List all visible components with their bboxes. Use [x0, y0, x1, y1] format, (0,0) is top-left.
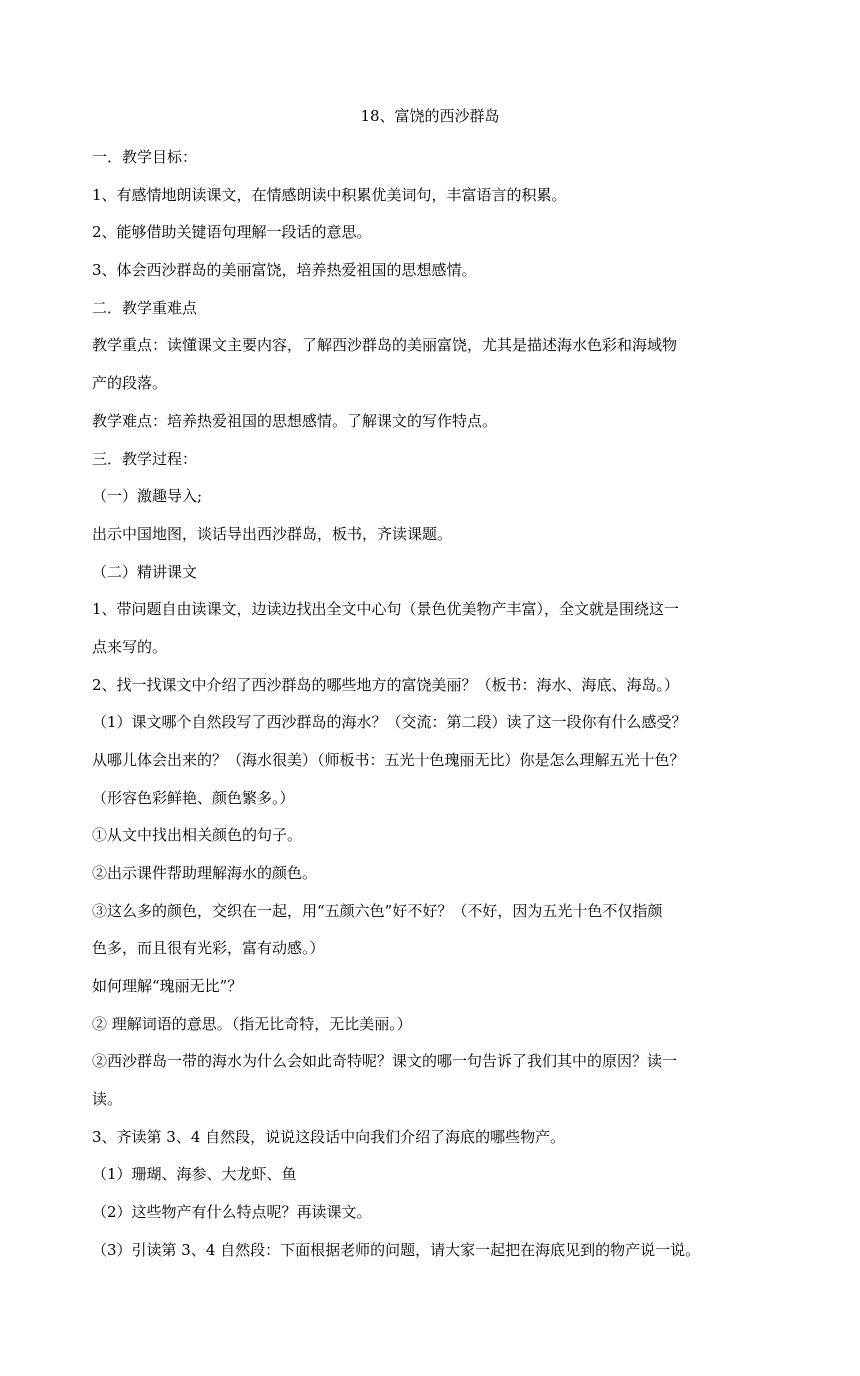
- paragraph-line: 出示中国地图，谈话导出西沙群岛，板书，齐读课题。: [92, 525, 453, 543]
- objective-1: 1、有感情地朗读课文，在情感朗读中积累优美词句，丰富语言的积累。: [92, 186, 567, 204]
- key-point-line-2: 产的段落。: [92, 374, 168, 392]
- paragraph-line: ② 理解词语的意思。（指无比奇特，无比美丽。）: [92, 1015, 412, 1033]
- difficult-point: 教学难点：培养热爱祖国的思想感情。了解课文的写作特点。: [92, 412, 498, 430]
- paragraph-line: （2）这些物产有什么特点呢？再读课文。: [92, 1203, 372, 1221]
- paragraph-line: 2、找一找课文中介绍了西沙群岛的哪些地方的富饶美丽？（板书：海水、海底、海岛。）: [92, 676, 680, 694]
- paragraph-line: （1）珊瑚、海参、大龙虾、鱼: [92, 1165, 297, 1183]
- paragraph-line: 如何理解“瑰丽无比”？: [92, 977, 243, 995]
- section-heading-process: 三．教学过程：: [92, 450, 198, 468]
- section-heading-objectives: 一．教学目标：: [92, 148, 198, 166]
- section-heading-key-points: 二．教学重难点: [92, 299, 198, 317]
- subsection-intro: （一）激趣导入;: [92, 487, 203, 505]
- paragraph-line: 3、齐读第 3、4 自然段，说说这段话中向我们介绍了海底的哪些物产。: [92, 1128, 566, 1146]
- objective-2: 2、能够借助关键语句理解一段话的意思。: [92, 223, 372, 241]
- paragraph-line: ①从文中找出相关颜色的句子。: [92, 826, 303, 844]
- paragraph-line: （3）引读第 3、4 自然段：下面根据老师的问题，请大家一起把在海底见到的物产说一说。: [92, 1241, 701, 1259]
- paragraph-line: 从哪儿体会出来的？（海水很美）（师板书：五光十色瑰丽无比）你是怎么理解五光十色？: [92, 751, 685, 769]
- paragraph-line: ②出示课件帮助理解海水的颜色。: [92, 864, 318, 882]
- document-title: 18、富饶的西沙群岛: [360, 107, 500, 125]
- key-point-line-1: 教学重点：读懂课文主要内容，了解西沙群岛的美丽富饶，尤其是描述海水色彩和海域物: [92, 336, 678, 354]
- subsection-lecture: （二）精讲课文: [92, 563, 198, 581]
- paragraph-line: 色多，而且很有光彩，富有动感。）: [92, 939, 325, 957]
- paragraph-line: ③这么多的颜色，交织在一起，用“五颜六色”好不好？（不好，因为五光十色不仅指颜: [92, 902, 663, 920]
- paragraph-line: （形容色彩鲜艳、颜色繁多。）: [92, 789, 295, 807]
- paragraph-line: （1）课文哪个自然段写了西沙群岛的海水？（交流：第二段）读了这一段你有什么感受？: [92, 713, 687, 731]
- paragraph-line: 1、带问题自由读课文，边读边找出全文中心句（景色优美物产丰富），全文就是围绕这一: [92, 600, 680, 618]
- paragraph-line: ②西沙群岛一带的海水为什么会如此奇特呢？课文的哪一句告诉了我们其中的原因？读一: [92, 1052, 678, 1070]
- paragraph-line: 点来写的。: [92, 638, 168, 656]
- paragraph-line: 读。: [92, 1090, 123, 1108]
- objective-3: 3、体会西沙群岛的美丽富饶，培养热爱祖国的思想感情。: [92, 261, 477, 279]
